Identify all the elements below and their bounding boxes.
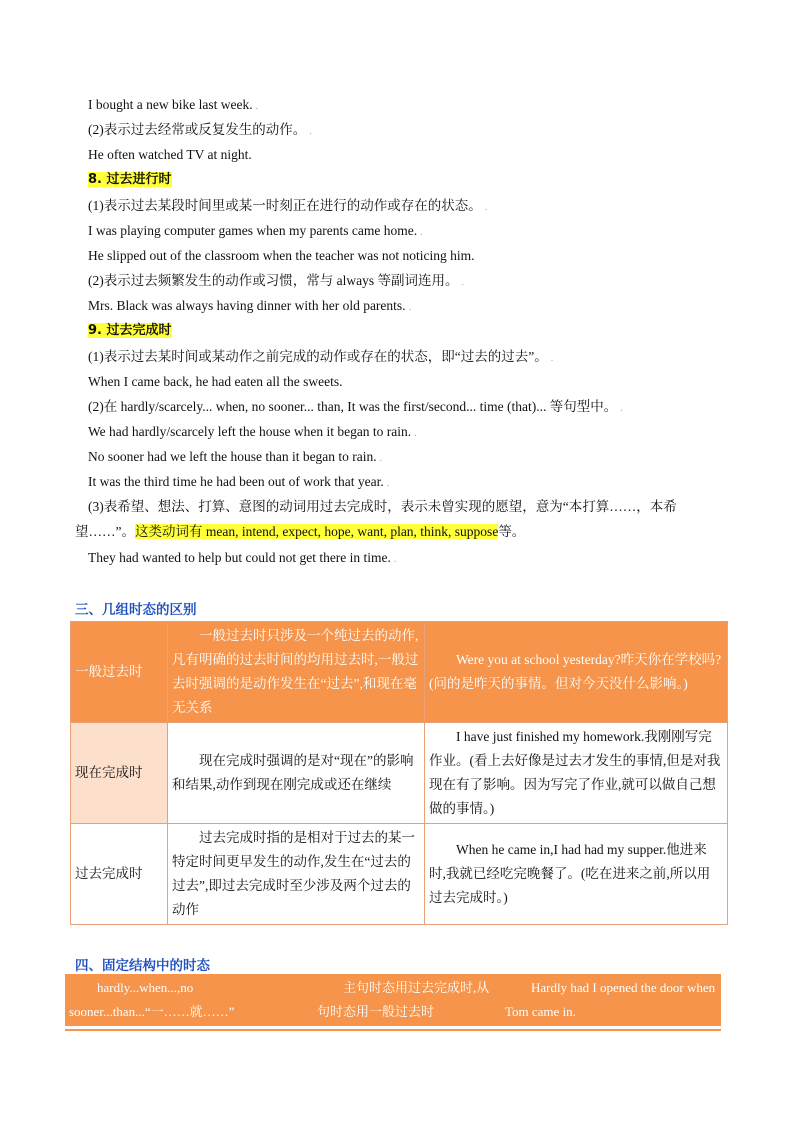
table-row — [71, 622, 728, 723]
text-line: We had hardly/scarcely left the house when it began to rain. . — [88, 424, 417, 439]
heading-past-progressive: 8. 过去进行时 — [88, 172, 172, 187]
text-line: When I came back, he had eaten all the sweets. — [88, 374, 343, 389]
row-description: 一般过去时只涉及一个纯过去的动作,凡有明确的过去时间的均用过去时,一般过去时强调的是动作发生在“过去”,和现在毫无关系 — [168, 622, 425, 723]
text-line: (1)表示过去某时间或某动作之前完成的动作或存在的状态，即“过去的过去”。 . — [88, 349, 554, 364]
text-line: 望……”。这类动词有 mean, intend, expect, hope, want, plan, think, suppose等。 — [75, 524, 526, 539]
text-line: (2)表示过去频繁发生的动作或习惯，常与 always 等副词连用。 . — [88, 273, 464, 288]
text-line: No sooner had we left the house than it began to rain. . — [88, 449, 383, 464]
fixed-structure-table — [65, 974, 721, 1026]
row-example: I have just finished my homework.我刚刚写完作业。(看上去好像是过去才发生的事情,但是对我现在有了影响。因为写完了作业,就可以做自己想做的事情。) — [425, 723, 728, 824]
row-description: 过去完成时指的是相对于过去的某一特定时间更早发生的动作,发生在“过去的过去”,即过去完成时至少涉及两个过去的动作 — [168, 824, 425, 925]
section-title-4: 四、固定结构中的时态 — [75, 958, 210, 974]
text-line: (2)表示过去经常或反复发生的动作。 . — [88, 122, 312, 137]
highlighted-verbs: 这类动词有 mean, intend, expect, hope, want, plan, think, suppose — [135, 524, 499, 539]
example-cell: Hardly had I opened the door when Tom came in. — [501, 974, 721, 1026]
row-description: 现在完成时强调的是对“现在”的影响和结果,动作到现在刚完成或还在继续 — [168, 723, 425, 824]
section-title-3: 三、几组时态的区别 — [75, 602, 197, 618]
row-example: Were you at school yesterday?昨天你在学校吗?(问的是昨天的事情。但对今天没什么影响。) — [425, 622, 728, 723]
text-line: He slipped out of the classroom when the teacher was not noticing him. — [88, 248, 475, 263]
text-line: Mrs. Black was always having dinner with her old parents. . — [88, 298, 412, 313]
row-name: 一般过去时 — [71, 622, 168, 723]
text-line: (2)在 hardly/scarcely... when, no sooner... than, It was the first/second... time (that)... 等句型中。 . — [88, 399, 623, 414]
heading-past-perfect: 9. 过去完成时 — [88, 323, 172, 338]
text-line: (1)表示过去某段时间里或某一时刻正在进行的动作或存在的状态。 . — [88, 198, 488, 213]
text-line: I bought a new bike last week. . — [88, 97, 259, 112]
structure-cell — [65, 974, 313, 1026]
structure-line: sooner...than...“一……就……” — [69, 1004, 235, 1019]
text-line: They had wanted to help but could not get there in time. . — [88, 550, 397, 565]
table-row — [71, 824, 728, 925]
row-name: 现在完成时 — [71, 723, 168, 824]
text-line: (3)表希望、想法、打算、意图的动词用过去完成时，表示未曾实现的愿望，意为“本打算……，本希 — [88, 499, 677, 514]
tense-comparison-table — [70, 621, 728, 925]
row-example: When he came in,I had had my supper.他进来时,我就已经吃完晚餐了。(吃在进来之前,所以用过去完成时。) — [425, 824, 728, 925]
structure-line: hardly...when...,no — [97, 980, 194, 995]
rule-cell: 主句时态用过去完成时,从句时态用一般过去时 — [313, 974, 501, 1026]
text-line: I was playing computer games when my parents came home. . — [88, 223, 423, 238]
text-line: He often watched TV at night. — [88, 147, 252, 162]
table-row — [71, 723, 728, 824]
table-bottom-border — [65, 1029, 721, 1031]
table-row — [65, 974, 721, 1026]
row-name: 过去完成时 — [71, 824, 168, 925]
text-line: It was the third time he had been out of work that year. . — [88, 474, 390, 489]
